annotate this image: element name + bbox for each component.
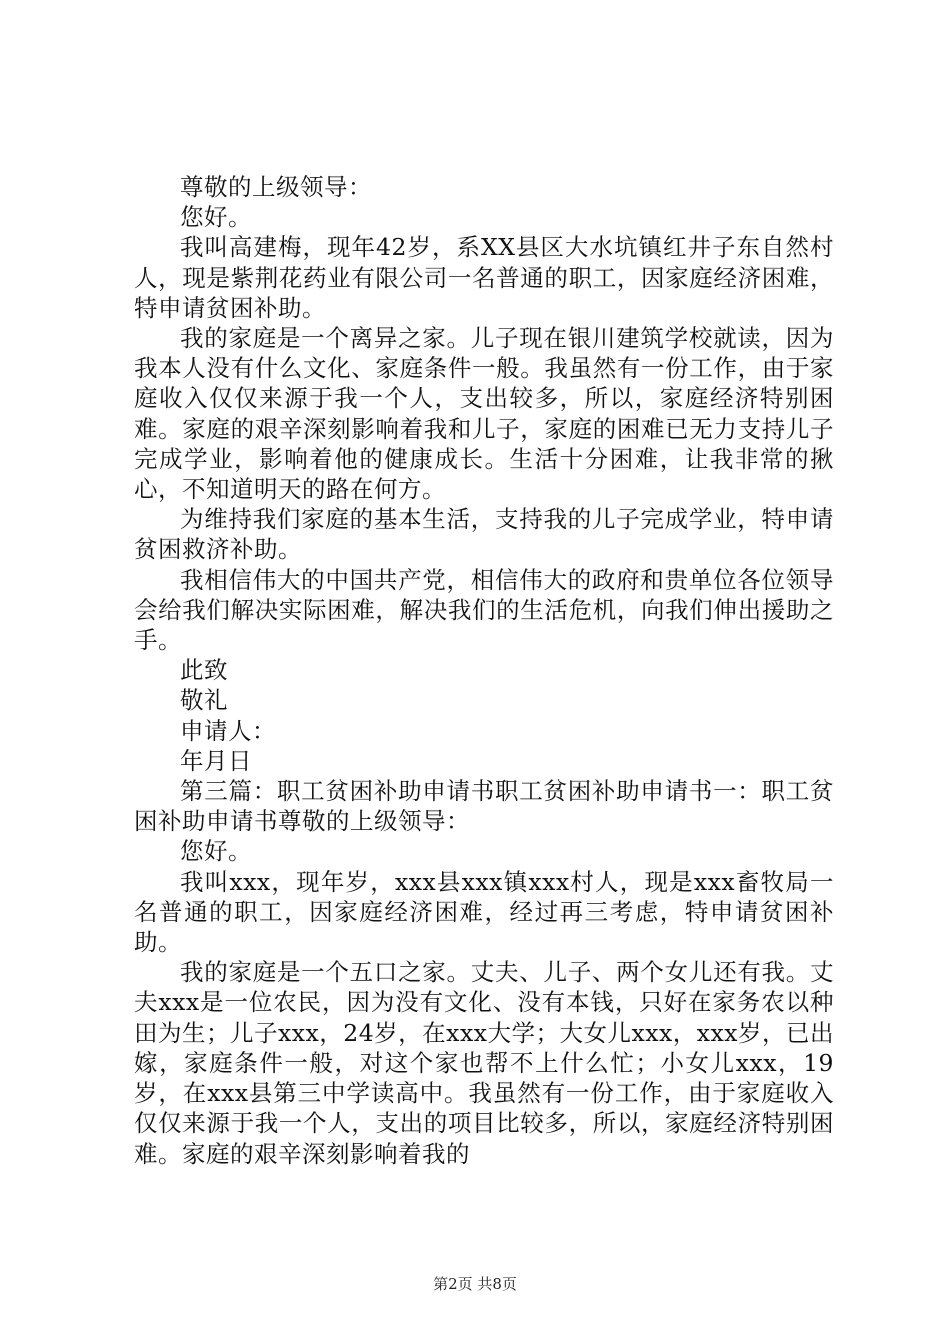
salutation: 尊敬的上级领导：: [180, 173, 372, 201]
closing-regards: 敬礼: [180, 686, 228, 715]
body-paragraph: 我的家庭是一个五口之家。丈夫、儿子、两个女儿还有我。丈夫xxx是一位农民，因为没有文化、没有本钱，只好在家务农以种田为生；儿子xxx，24岁，在xxx大学；大女儿xxx，xxx岁，已出嫁，家庭条件一般，对这个家也帮不上什么忙；小女儿xxx，19岁，在xxx县第三中学读高中。我虽然有一份工作，由于家庭收入仅仅来源于我一个人，支出的项目比较多，所以，家庭经济特别困难。家庭的艰辛深刻影响着我的: [134, 958, 834, 1168]
body-paragraph: 我相信伟大的中国共产党，相信伟大的政府和贵单位各位领导会给我们解决实际困难，解决我们的生活危机，向我们伸出援助之手。: [134, 565, 834, 655]
document-body: [134, 172, 834, 1169]
applicant-label: 申请人：: [180, 716, 276, 745]
body-paragraph: 为维持我们家庭的基本生活，支持我的儿子完成学业，特申请贫困救济补助。: [134, 505, 834, 564]
greeting: 您好。: [180, 837, 252, 866]
body-paragraph: 我叫高建梅，现年42岁，系XX县区大水坑镇红井子东自然村人，现是紫荆花药业有限公司一名普通的职工，因家庭经济困难，特申请贫困补助。: [134, 233, 834, 322]
section-heading: 第三篇：职工贫困补助申请书职工贫困补助申请书一：职工贫困补助申请书尊敬的上级领导：: [134, 777, 834, 836]
closing-line: 此致: [180, 656, 228, 685]
greeting: 您好。: [180, 203, 252, 232]
body-paragraph: 我的家庭是一个离异之家。儿子现在银川建筑学校就读，因为我本人没有什么文化、家庭条件一般。我虽然有一份工作，由于家庭收入仅仅来源于我一个人，支出较多，所以，家庭经济特别困难。家庭的艰辛深刻影响着我和儿子，家庭的困难已无力支持儿子完成学业，影响着他的健康成长。生活十分困难，让我非常的揪心，不知道明天的路在何方。: [134, 324, 834, 504]
page-footer: 第2页 共8页: [433, 1275, 517, 1293]
date-line: 年月日: [180, 746, 252, 775]
body-paragraph: 我叫xxx，现年岁，xxx县xxx镇xxx村人，现是xxx畜牧局一名普通的职工，因家庭经济困难，经过再三考虑，特申请贫困补助。: [134, 867, 834, 957]
